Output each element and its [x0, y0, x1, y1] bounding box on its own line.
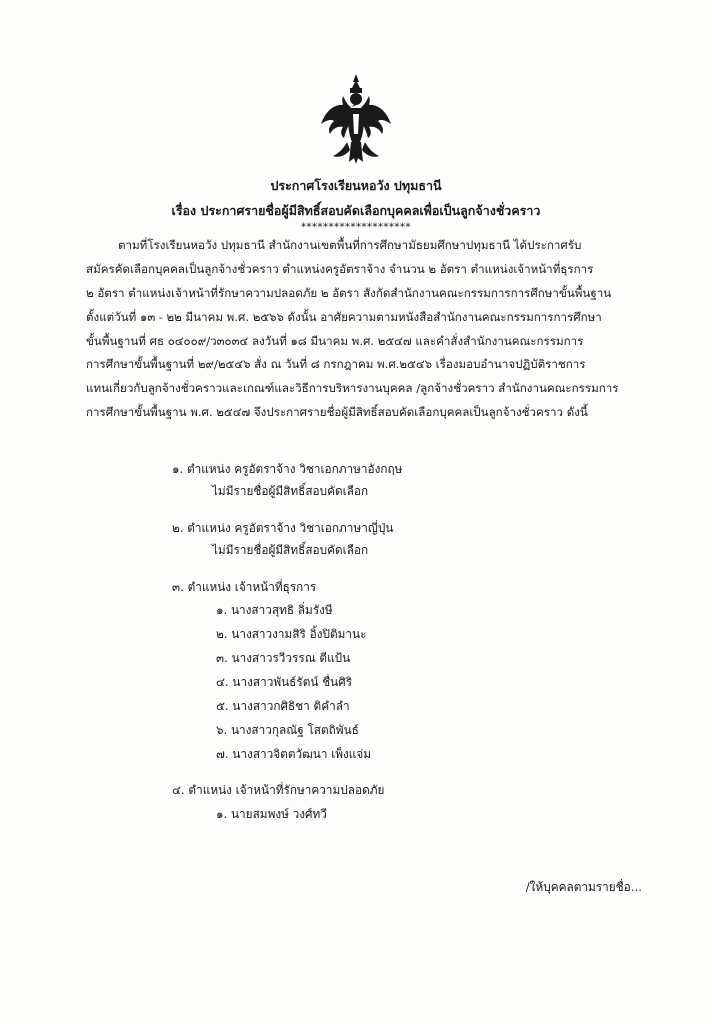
garuda-emblem-icon: [319, 72, 393, 166]
section-heading: ๔. ตำแหน่ง เจ้าหน้าที่รักษาความปลอดภัย: [172, 783, 385, 797]
list-item: ๑. นางสาวสุทธิ ลิ่มรังษี: [216, 603, 333, 617]
paragraph-line: ตั้งแต่วันที่ ๑๓ - ๒๒ มีนาคม พ.ศ. ๒๕๖๖ ดังนั้น อาศัยความตามหนังสือสำนักงานคณะกรรมการการศึกษา: [86, 309, 602, 324]
section-heading: ๓. ตำแหน่ง เจ้าหน้าที่ธุรการ: [172, 580, 317, 594]
paragraph-line: การศึกษาขั้นพื้นฐาน พ.ศ. ๒๕๔๗ จึงประกาศรายชื่อผู้มีสิทธิ์สอบคัดเลือกบุคคลเป็นลูกจ้างชั่วคราว ดังนี้: [86, 405, 588, 420]
list-item: ๒. นางสาวงามสิริ อิ้งปิติมานะ: [216, 627, 367, 641]
section-note: ไม่มีรายชื่อผู้มีสิทธิ์สอบคัดเลือก: [212, 484, 369, 498]
paragraph-line: ๒ อัตรา ตำแหน่งเจ้าหน้าที่รักษาความปลอดภัย ๒ อัตรา สังกัดสำนักงานคณะกรรมการการศึกษาขั้นพื้นฐาน: [86, 285, 612, 300]
list-item: ๗. นางสาวจิตตวัฒนา เพ็งแจ่ม: [216, 747, 372, 761]
section-heading: ๑. ตำแหน่ง ครูอัตราจ้าง วิชาเอกภาษาอังกฤษ: [172, 462, 403, 476]
paragraph-line: แทนเกี่ยวกับลูกจ้างชั่วคราวและเกณฑ์และวิธีการบริหารงานบุคคล /ลูกจ้างชั่วคราว สำนักงานคณะกรรมการ: [86, 381, 619, 396]
paragraph-line: สมัครคัดเลือกบุคคลเป็นลูกจ้างชั่วคราว ตำแหน่งครูอัตราจ้าง จำนวน ๒ อัตรา ตำแหน่งเจ้าหน้าที่ธุรการ: [86, 261, 594, 276]
section-heading: ๒. ตำแหน่ง ครูอัตราจ้าง วิชาเอกภาษาญี่ปุ่น: [172, 521, 394, 535]
list-item: ๕. นางสาวกศิธิชา ติคำลำ: [216, 699, 350, 713]
list-item: ๓. นางสาวรวีวรรณ ตีแป้น: [216, 651, 351, 665]
paragraph-line: ตามที่โรงเรียนหอวัง ปทุมธานี สำนักงานเขตพื้นที่การศึกษามัธยมศึกษาปทุมธานี ได้ประกาศรับ: [118, 238, 582, 252]
list-item: ๔. นางสาวพันธ์รัตน์ ชื่นศิริ: [216, 675, 353, 689]
star-divider: ********************: [301, 222, 411, 233]
list-item: ๖. นางสาวกุลณัฐ โสตถิพันธ์: [216, 723, 359, 737]
announcement-title: ประกาศโรงเรียนหอวัง ปทุมธานี: [270, 178, 442, 193]
section-note: ไม่มีรายชื่อผู้มีสิทธิ์สอบคัดเลือก: [212, 543, 369, 557]
paragraph-line: การศึกษาขั้นพื้นฐานที่ ๒๙/๒๕๔๖ สั่ง ณ วันที่ ๘ กรกฎาคม พ.ศ.๒๕๔๖ เรื่องมอบอำนาจปฏิบัติราชการ: [86, 357, 586, 372]
body-paragraph: [86, 234, 654, 425]
continuation-note: /ให้บุคคลตามรายชื่อ...: [525, 880, 642, 894]
paragraph-line: ขั้นพื้นฐานที่ ศธ ๐๔๐๐๙/ว๓๐๓๔ ลงวันที่ ๑๘ มีนาคม พ.ศ. ๒๕๔๗ และคำสั่งสำนักงานคณะกรรมการ: [86, 333, 584, 348]
list-item: ๑. นายสมพงษ์ วงศ์ทวี: [216, 807, 327, 821]
announcement-subject: เรื่อง ประกาศรายชื่อผู้มีสิทธิ์สอบคัดเลือกบุคคลเพื่อเป็นลูกจ้างชั่วคราว: [171, 203, 541, 218]
